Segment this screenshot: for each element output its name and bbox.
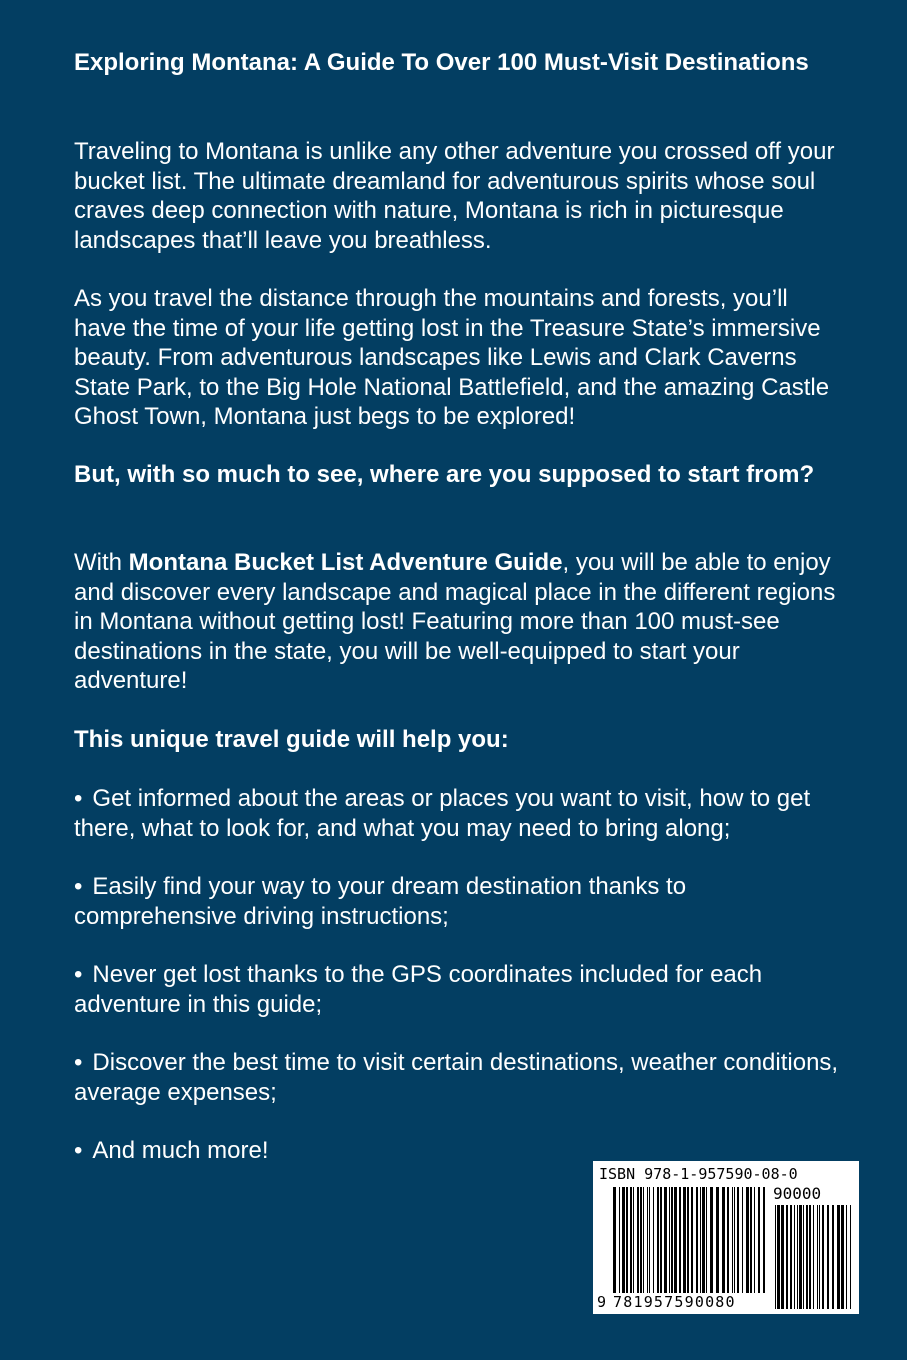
barcode-bar bbox=[716, 1187, 719, 1293]
intro-paragraph: Traveling to Montana is unlike any other adventure you crossed off your bucket list. The ultimate dreamland for adventurous spirits whose soul craves deep connection with nature, Montana is rich in picturesque landscapes that’ll leave you breathless. bbox=[74, 138, 835, 254]
barcode-bar bbox=[664, 1187, 667, 1293]
bullet-icon: • bbox=[74, 785, 83, 812]
barcode-bar bbox=[683, 1187, 686, 1293]
barcode-bar bbox=[786, 1205, 788, 1309]
barcode-bar bbox=[687, 1187, 689, 1293]
barcode-bar bbox=[630, 1187, 632, 1293]
barcode-bar bbox=[737, 1187, 739, 1293]
bullet-item bbox=[74, 1048, 844, 1107]
barcode-bar bbox=[734, 1187, 735, 1293]
ean-first-digit: 9 bbox=[597, 1293, 607, 1311]
barcode-graphic bbox=[593, 1161, 859, 1314]
barcode-bar bbox=[657, 1187, 659, 1293]
bullet-text: Get informed about the areas or places you want to visit, how to get there, what to look for, and what you may need to bring along; bbox=[74, 785, 811, 842]
cover-heading: Exploring Montana: A Guide To Over 100 Must-Visit Destinations bbox=[74, 49, 809, 76]
barcode-bar bbox=[806, 1205, 808, 1309]
description-paragraph: As you travel the distance through the mountains and forests, you’ll have the time of your life getting lost in the Treasure State’s immersive beauty. From adventurous landscapes like Lewis and Clark Caverns State Park, to the Big Hole National Battlefield, and the amazing Castle Ghost Town, Montana just begs to be explored! bbox=[74, 285, 830, 430]
barcode-bar bbox=[803, 1205, 804, 1309]
bullet-icon: • bbox=[74, 961, 83, 988]
list-heading: This unique travel guide will help you: bbox=[74, 726, 509, 753]
barcode-bar bbox=[832, 1205, 834, 1309]
bullet-text: Discover the best time to visit certain destinations, weather conditions, average expenses; bbox=[74, 1049, 839, 1106]
barcode-bar bbox=[691, 1187, 693, 1293]
barcode-bar bbox=[647, 1187, 648, 1293]
barcode-bar bbox=[649, 1187, 650, 1293]
bullet-text: And much more! bbox=[92, 1137, 269, 1164]
barcode-bar bbox=[758, 1187, 760, 1293]
barcode-bar bbox=[841, 1205, 844, 1309]
barcode-bar bbox=[850, 1205, 851, 1309]
barcode-bar bbox=[671, 1187, 673, 1293]
paragraph-prefix: With bbox=[74, 549, 129, 576]
barcode-bar bbox=[775, 1205, 776, 1309]
barcode-bar bbox=[817, 1205, 818, 1309]
barcode-bar bbox=[781, 1205, 784, 1309]
price-code: 90000 bbox=[773, 1184, 822, 1203]
bullet-item bbox=[74, 960, 844, 1019]
barcode-bar bbox=[846, 1205, 847, 1309]
barcode-bar bbox=[619, 1187, 620, 1293]
barcode-bar bbox=[702, 1187, 705, 1293]
barcode-bar bbox=[797, 1205, 798, 1309]
barcode-bar bbox=[679, 1187, 681, 1293]
barcode-bar bbox=[799, 1205, 802, 1309]
barcode-bar bbox=[777, 1205, 780, 1309]
bullet-item bbox=[74, 872, 844, 931]
barcode-bar bbox=[794, 1205, 795, 1309]
barcode-bar bbox=[700, 1187, 701, 1293]
barcode-bar bbox=[727, 1187, 729, 1293]
barcode-bar bbox=[660, 1187, 662, 1293]
bullet-item bbox=[74, 784, 844, 843]
barcode-bar bbox=[613, 1187, 616, 1293]
barcode-bar bbox=[637, 1187, 639, 1293]
barcode-bar bbox=[696, 1187, 698, 1293]
barcode-bar bbox=[746, 1187, 749, 1293]
barcode-bar bbox=[643, 1187, 644, 1293]
barcode-bar bbox=[754, 1187, 755, 1293]
barcode-bar bbox=[710, 1187, 713, 1293]
guide-paragraph bbox=[74, 548, 844, 696]
bullet-icon: • bbox=[74, 1049, 83, 1076]
barcode-bar bbox=[790, 1205, 792, 1309]
barcode-bar bbox=[750, 1187, 752, 1293]
paragraph-suffix: , you will be able to enjoy and discover every landscape and magical place in the different regions in Montana without getting lost! Featuring more than 100 must-see destinations in the state, you will be well-equipped to start your adventure! bbox=[74, 549, 836, 694]
barcode-bar bbox=[706, 1187, 707, 1293]
barcode-bar bbox=[732, 1187, 733, 1293]
bullet-icon: • bbox=[74, 1137, 83, 1164]
barcode-bars bbox=[613, 1187, 765, 1293]
barcode-bar bbox=[622, 1187, 625, 1293]
barcode-bar bbox=[763, 1187, 765, 1293]
book-title: Montana Bucket List Adventure Guide bbox=[128, 549, 563, 576]
barcode-bar bbox=[837, 1205, 840, 1309]
barcode-bar bbox=[742, 1187, 743, 1293]
barcode-bar bbox=[640, 1187, 642, 1293]
barcode-bar bbox=[813, 1205, 814, 1309]
barcode-bar bbox=[827, 1205, 829, 1309]
barcode-bar bbox=[674, 1187, 677, 1293]
barcode-bar bbox=[653, 1187, 654, 1293]
bullet-icon: • bbox=[74, 873, 83, 900]
bullet-text: Easily find your way to your dream destination thanks to comprehensive driving instructions; bbox=[74, 873, 687, 930]
isbn-text: ISBN 978-1-957590-08-0 bbox=[599, 1165, 798, 1183]
ean-digits: 781957590080 bbox=[613, 1293, 736, 1311]
barcode-bar bbox=[822, 1205, 824, 1309]
barcode-bar bbox=[809, 1205, 811, 1309]
bullet-text: Never get lost thanks to the GPS coordinates included for each adventure in this guide; bbox=[74, 961, 763, 1018]
isbn-barcode bbox=[593, 1161, 859, 1314]
price-addon-bars bbox=[775, 1205, 851, 1309]
barcode-bar bbox=[722, 1187, 725, 1293]
barcode-bar bbox=[633, 1187, 634, 1293]
barcode-bar bbox=[819, 1205, 820, 1309]
question-heading: But, with so much to see, where are you supposed to start from? bbox=[74, 461, 815, 488]
barcode-bar bbox=[669, 1187, 670, 1293]
barcode-bar bbox=[626, 1187, 628, 1293]
